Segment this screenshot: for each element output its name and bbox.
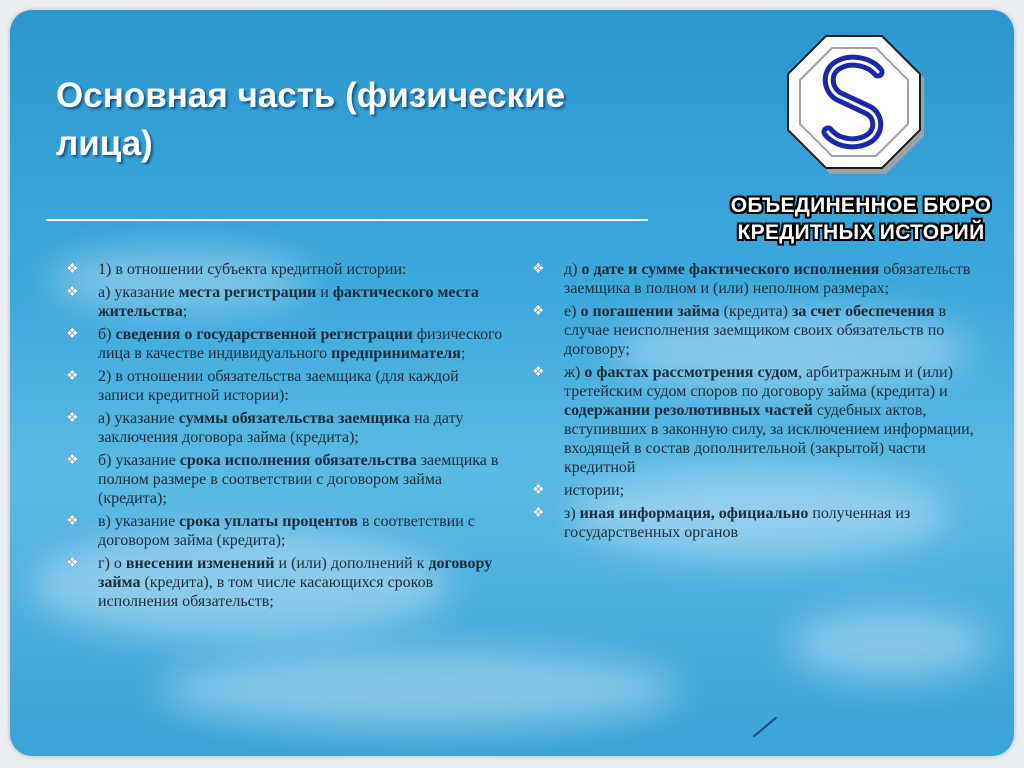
- diamond-bullet-icon: ❖: [66, 410, 79, 426]
- list-item-text: 2) в отношении обязательства заемщика (для каждой записи кредитной истории):: [98, 368, 459, 404]
- list-item-text: , арбитражным и (или) третейским судом споров по договору займа (кредита) и: [564, 364, 953, 400]
- list-item-highlight: иная информация, официально: [579, 505, 809, 522]
- diamond-bullet-icon: ❖: [532, 303, 545, 319]
- diamond-bullet-icon: ❖: [532, 482, 545, 498]
- brand-line-1: ОБЪЕДИНЕННОЕ БЮРО: [730, 194, 992, 217]
- decorative-stroke: [753, 717, 777, 738]
- list-item-text: б) указание: [98, 452, 180, 469]
- diamond-bullet-icon: ❖: [532, 364, 545, 380]
- list-item-highlight: о фактах рассмотрения судом: [584, 364, 799, 381]
- list-item-text: обязательств заемщика в полном и (или) неполном размерах;: [564, 261, 971, 297]
- list-item-text: (кредита), в том числе касающихся сроков исполнения обязательств;: [98, 574, 434, 610]
- list-item-text: ж): [564, 364, 585, 381]
- list-item-highlight: договору займа: [98, 555, 493, 591]
- list-item-text: в соответствии с договором займа (кредита);: [98, 513, 475, 549]
- right-bullet-list: [532, 260, 982, 546]
- list-item-text: д): [564, 261, 582, 278]
- list-item-text: на дату заключения договора займа (кредита);: [98, 410, 464, 446]
- list-item-text: з): [564, 505, 580, 522]
- list-item-text: 1) в отношении субъекта кредитной истории:: [98, 261, 407, 278]
- brand-name: [716, 192, 1006, 246]
- list-item-highlight: фактического места жительства: [98, 284, 479, 320]
- list-item: [66, 367, 506, 405]
- list-item-highlight: внесении изменений: [125, 555, 275, 572]
- list-item-highlight: срока уплаты процентов: [179, 513, 358, 530]
- list-item-text: физического лица в качестве индивидуального: [98, 326, 503, 362]
- cloud-decoration: [160, 650, 680, 730]
- list-item-highlight: места регистрации: [178, 284, 317, 301]
- diamond-bullet-icon: ❖: [66, 555, 79, 571]
- list-item: [532, 302, 982, 359]
- list-item-text: и: [316, 284, 333, 301]
- left-bullet-list: [66, 260, 506, 615]
- list-item-text: истории;: [564, 482, 625, 499]
- list-item: [532, 260, 982, 298]
- list-item-text: г) о: [98, 555, 126, 572]
- diamond-bullet-icon: ❖: [66, 513, 79, 529]
- list-item-text: заемщика в полном размере в соответствии с договором займа (кредита);: [98, 452, 499, 507]
- list-item: [532, 481, 982, 500]
- diamond-bullet-icon: ❖: [66, 452, 79, 468]
- list-item: [66, 451, 506, 508]
- diamond-bullet-icon: ❖: [66, 261, 79, 277]
- octagon-s-logo-icon: [782, 34, 928, 180]
- list-item-highlight: о дате и сумме фактического исполнения: [581, 261, 880, 278]
- list-item: [66, 325, 506, 363]
- slide: [10, 10, 1014, 756]
- diamond-bullet-icon: ❖: [66, 284, 79, 300]
- list-item-highlight: предпринимателя: [331, 345, 461, 362]
- slide-title: Основная часть (физические лица): [56, 76, 566, 163]
- title-underline: [46, 219, 648, 221]
- list-item-text: а) указание: [98, 410, 179, 427]
- list-item-text: е): [564, 303, 581, 320]
- list-item-text: в) указание: [98, 513, 180, 530]
- list-item-text: ;: [182, 303, 188, 320]
- list-item-text: а) указание: [98, 284, 179, 301]
- list-item-text: и (или) дополнений к: [274, 555, 429, 572]
- list-item-highlight: за счет обеспечения: [791, 303, 935, 320]
- list-item: [66, 260, 506, 279]
- list-item-text: судебных актов, вступивших в законную силу, за исключением информации, входящей в состав дополнительной (закрытой) части кредитной: [564, 402, 974, 476]
- diamond-bullet-icon: ❖: [66, 326, 79, 342]
- list-item: [66, 554, 506, 611]
- list-item-highlight: содержании резолютивных частей: [564, 402, 813, 419]
- list-item-highlight: срока исполнения обязательства: [179, 452, 417, 469]
- brand-line-2: КРЕДИТНЫХ ИСТОРИЙ: [737, 221, 985, 244]
- list-item-highlight: сведения о государственной регистрации: [115, 326, 413, 343]
- list-item: [532, 504, 982, 542]
- list-item-highlight: о погашении займа: [580, 303, 720, 320]
- list-item-text: ;: [460, 345, 466, 362]
- list-item: [66, 283, 506, 321]
- list-item-text: (кредита): [719, 303, 792, 320]
- diamond-bullet-icon: ❖: [66, 368, 79, 384]
- diamond-bullet-icon: ❖: [532, 261, 545, 277]
- list-item-text: б): [98, 326, 116, 343]
- diamond-bullet-icon: ❖: [532, 505, 545, 521]
- list-item-highlight: суммы обязательства заемщика: [178, 410, 411, 427]
- list-item: [66, 512, 506, 550]
- list-item-text: в случае неисполнения заемщиком своих обязательств по договору;: [564, 303, 947, 358]
- cloud-decoration: [790, 610, 990, 680]
- list-item: [66, 409, 506, 447]
- list-item-text: полученная из государственных органов: [564, 505, 911, 541]
- list-item: [532, 363, 982, 477]
